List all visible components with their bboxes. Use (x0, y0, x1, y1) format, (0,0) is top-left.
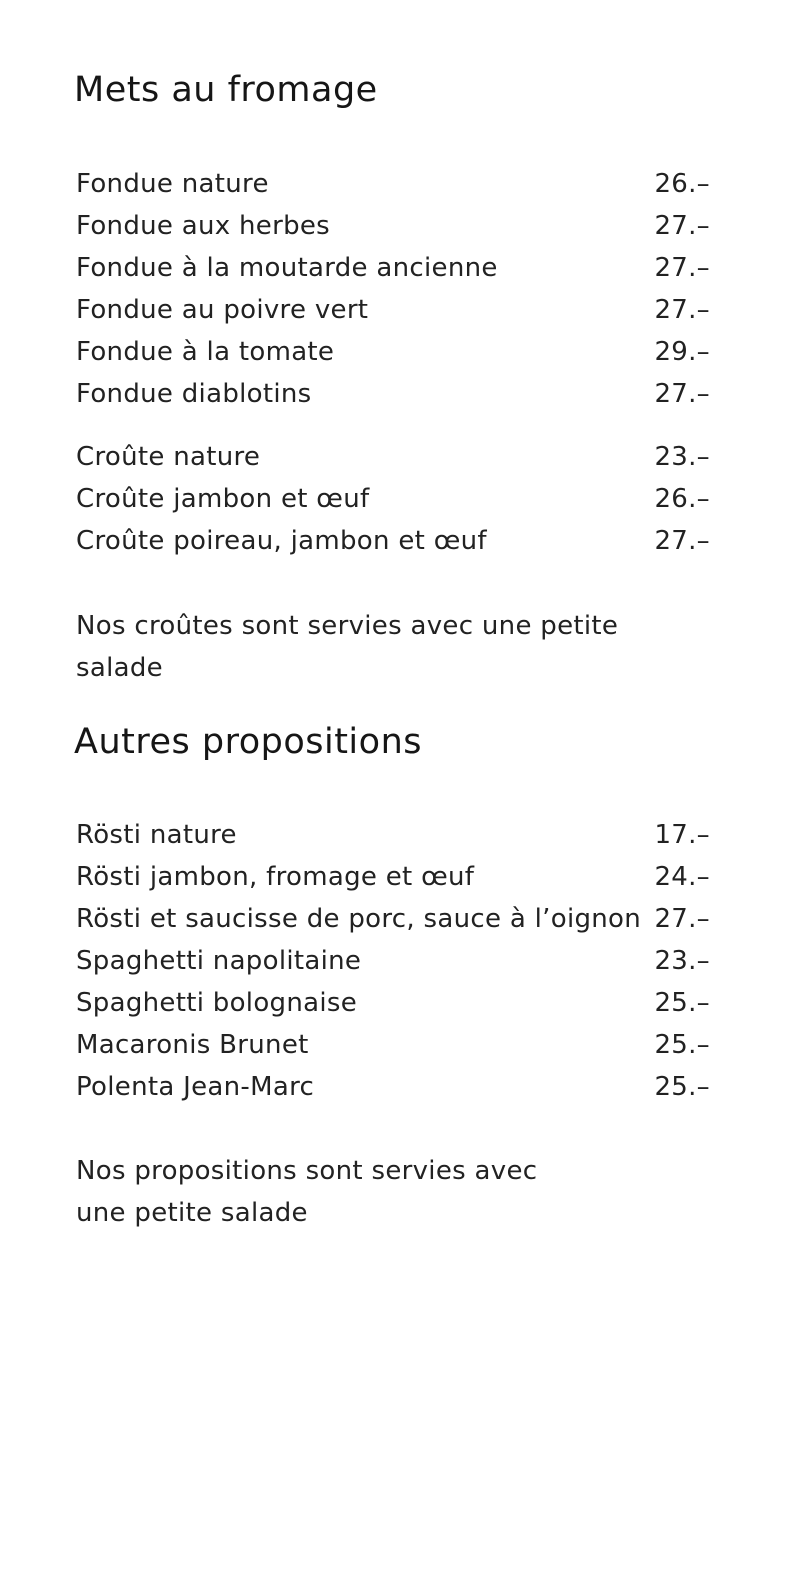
menu-item (76, 163, 710, 205)
item-price: 27.– (654, 295, 710, 325)
item-name: Croûte poireau, jambon et œuf (76, 526, 487, 556)
item-name: Fondue nature (76, 169, 269, 199)
menu-item (76, 856, 710, 898)
item-price: 17.– (654, 820, 710, 850)
section-title-autres-propositions: Autres propositions (74, 722, 422, 762)
menu-item (76, 478, 710, 520)
note-croutes: Nos croûtes sont servies avec une petite salade (76, 611, 619, 683)
menu-item (76, 898, 710, 940)
item-name: Rösti et saucisse de porc, sauce à l’oignon (76, 904, 642, 934)
menu-item (76, 520, 710, 562)
menu-group-croutes (76, 436, 710, 562)
item-price: 27.– (654, 379, 710, 409)
menu-item (76, 205, 710, 247)
item-name: Fondue à la tomate (76, 337, 335, 367)
item-name: Croûte nature (76, 442, 261, 472)
item-price: 25.– (654, 1030, 710, 1060)
item-name: Rösti nature (76, 820, 237, 850)
menu-item (76, 331, 710, 373)
item-price: 24.– (654, 862, 710, 892)
item-name: Rösti jambon, fromage et œuf (76, 862, 475, 892)
item-name: Fondue aux herbes (76, 211, 331, 241)
note-propositions: Nos propositions sont servies avec une petite salade (76, 1156, 538, 1228)
menu-item (76, 1066, 710, 1108)
menu-item (76, 940, 710, 982)
item-name: Fondue diablotins (76, 379, 312, 409)
item-price: 27.– (654, 526, 710, 556)
item-price: 29.– (654, 337, 710, 367)
item-price: 25.– (654, 988, 710, 1018)
item-price: 23.– (654, 442, 710, 472)
menu-item (76, 1024, 710, 1066)
item-name: Polenta Jean-Marc (76, 1072, 315, 1102)
item-name: Spaghetti napolitaine (76, 946, 362, 976)
item-name: Fondue au poivre vert (76, 295, 369, 325)
item-name: Croûte jambon et œuf (76, 484, 370, 514)
item-name: Spaghetti bolognaise (76, 988, 358, 1018)
menu-group-autres (76, 814, 710, 1108)
menu-item (76, 373, 710, 415)
item-price: 23.– (654, 946, 710, 976)
item-price: 26.– (654, 169, 710, 199)
menu-group-fondues (76, 163, 710, 415)
menu-item (76, 247, 710, 289)
item-price: 27.– (654, 904, 710, 934)
menu-item (76, 436, 710, 478)
item-name: Fondue à la moutarde ancienne (76, 253, 498, 283)
menu-item (76, 289, 710, 331)
item-name: Macaronis Brunet (76, 1030, 309, 1060)
menu-item (76, 814, 710, 856)
item-price: 27.– (654, 211, 710, 241)
item-price: 25.– (654, 1072, 710, 1102)
section-title-mets-au-fromage: Mets au fromage (74, 70, 378, 110)
menu-item (76, 982, 710, 1024)
item-price: 27.– (654, 253, 710, 283)
item-price: 26.– (654, 484, 710, 514)
